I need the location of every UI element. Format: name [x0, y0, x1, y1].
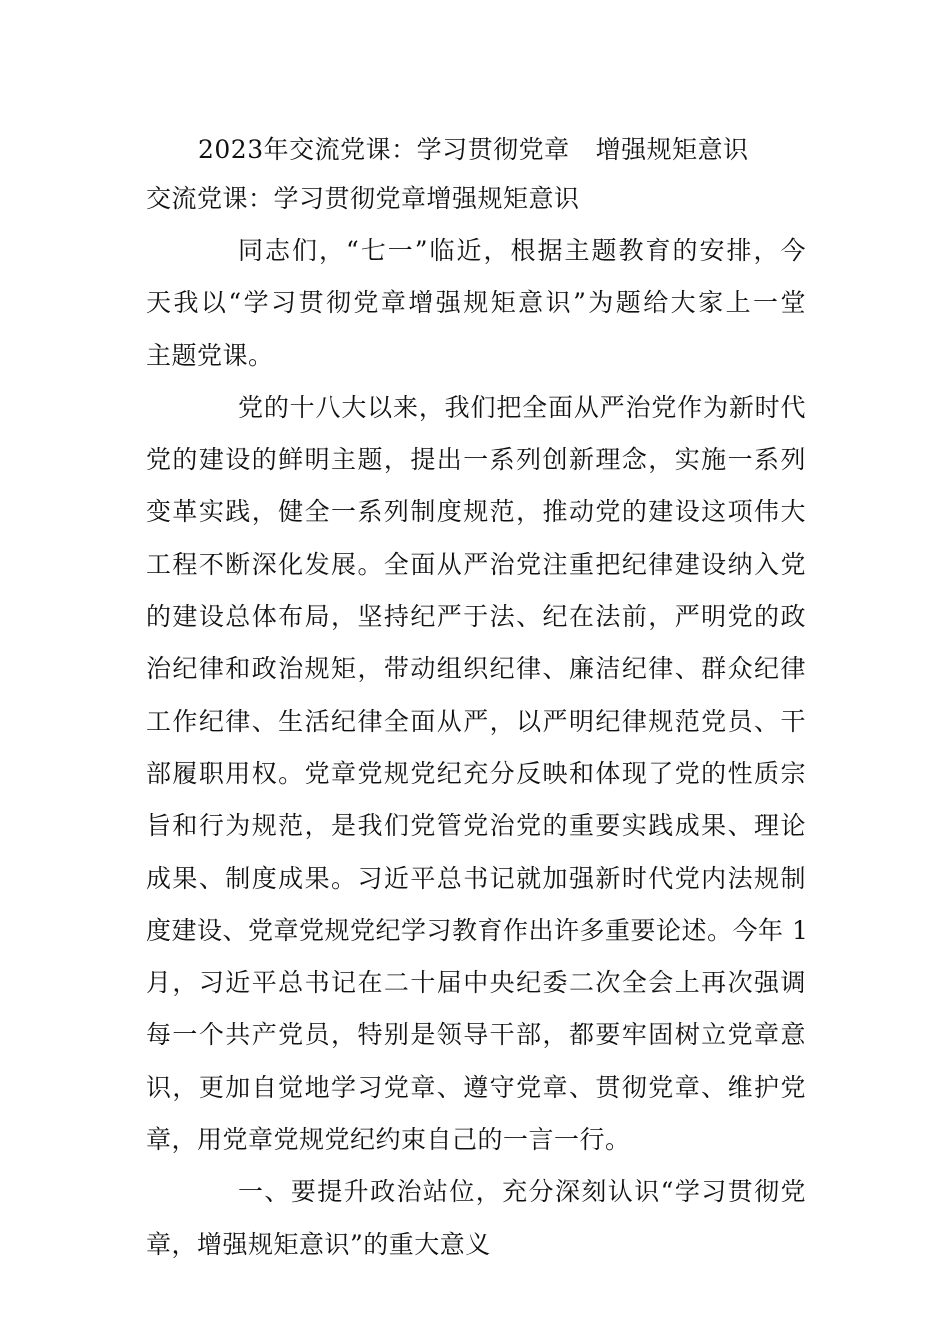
paragraph-line: 党的十八大以来，我们把全面从严治党作为新时代 — [238, 392, 806, 422]
section-heading-line: 一、要提升政治站位，充分深刻认识“学习贯彻党 — [238, 1177, 806, 1207]
paragraph-line: 章，用党章党规党纪约束自己的一言一行。 — [146, 1125, 631, 1155]
paragraph-line: 党的建设的鲜明主题，提出一系列创新理念，实施一系列 — [146, 445, 806, 475]
paragraph-line: 同志们，“七一”临近，根据主题教育的安排，今 — [238, 236, 806, 265]
paragraph-line: 变革实践，健全一系列制度规范，推动党的建设这项伟大 — [146, 497, 806, 527]
title-part-1: 2023年交流党课：学习贯彻党章 — [198, 135, 570, 164]
paragraph-line: 工作纪律、生活纪律全面从严，以严明纪律规范党员、干 — [146, 706, 806, 736]
paragraph-line: 部履职用权。党章党规党纪充分反映和体现了党的性质宗 — [146, 758, 806, 788]
paragraph-line: 识，更加自觉地学习党章、遵守党章、贯彻党章、维护党 — [146, 1072, 806, 1102]
section-heading-line: 章，增强规矩意识”的重大意义 — [146, 1229, 491, 1259]
title-part-2: 增强规矩意识 — [595, 135, 749, 164]
document-body — [146, 231, 809, 1277]
paragraph-line: 度建设、党章党规党纪学习教育作出许多重要论述。今年 1 — [146, 915, 809, 945]
document-subtitle: 交流党课：学习贯彻党章增强规矩意识 — [146, 184, 580, 213]
paragraph-line: 天我以“学习贯彻党章增强规矩意识”为题给大家上一堂 — [146, 288, 806, 318]
paragraph-line: 主题党课。 — [146, 340, 274, 370]
document-title — [198, 132, 749, 168]
paragraph-line: 旨和行为规范，是我们党管党治党的重要实践成果、理论 — [146, 811, 806, 841]
paragraph-line: 的建设总体布局，坚持纪严于法、纪在法前，严明党的政 — [146, 602, 806, 632]
paragraph-line: 成果、制度成果。习近平总书记就加强新时代党内法规制 — [146, 863, 806, 893]
paragraph-line: 每一个共产党员，特别是领导干部，都要牢固树立党章意 — [146, 1020, 806, 1050]
paragraph-line: 治纪律和政治规矩，带动组织纪律、廉洁纪律、群众纪律 — [146, 654, 806, 684]
paragraph-line: 月，习近平总书记在二十届中央纪委二次全会上再次强调 — [146, 968, 806, 998]
paragraph-line: 工程不断深化发展。全面从严治党注重把纪律建设纳入党 — [146, 549, 806, 579]
